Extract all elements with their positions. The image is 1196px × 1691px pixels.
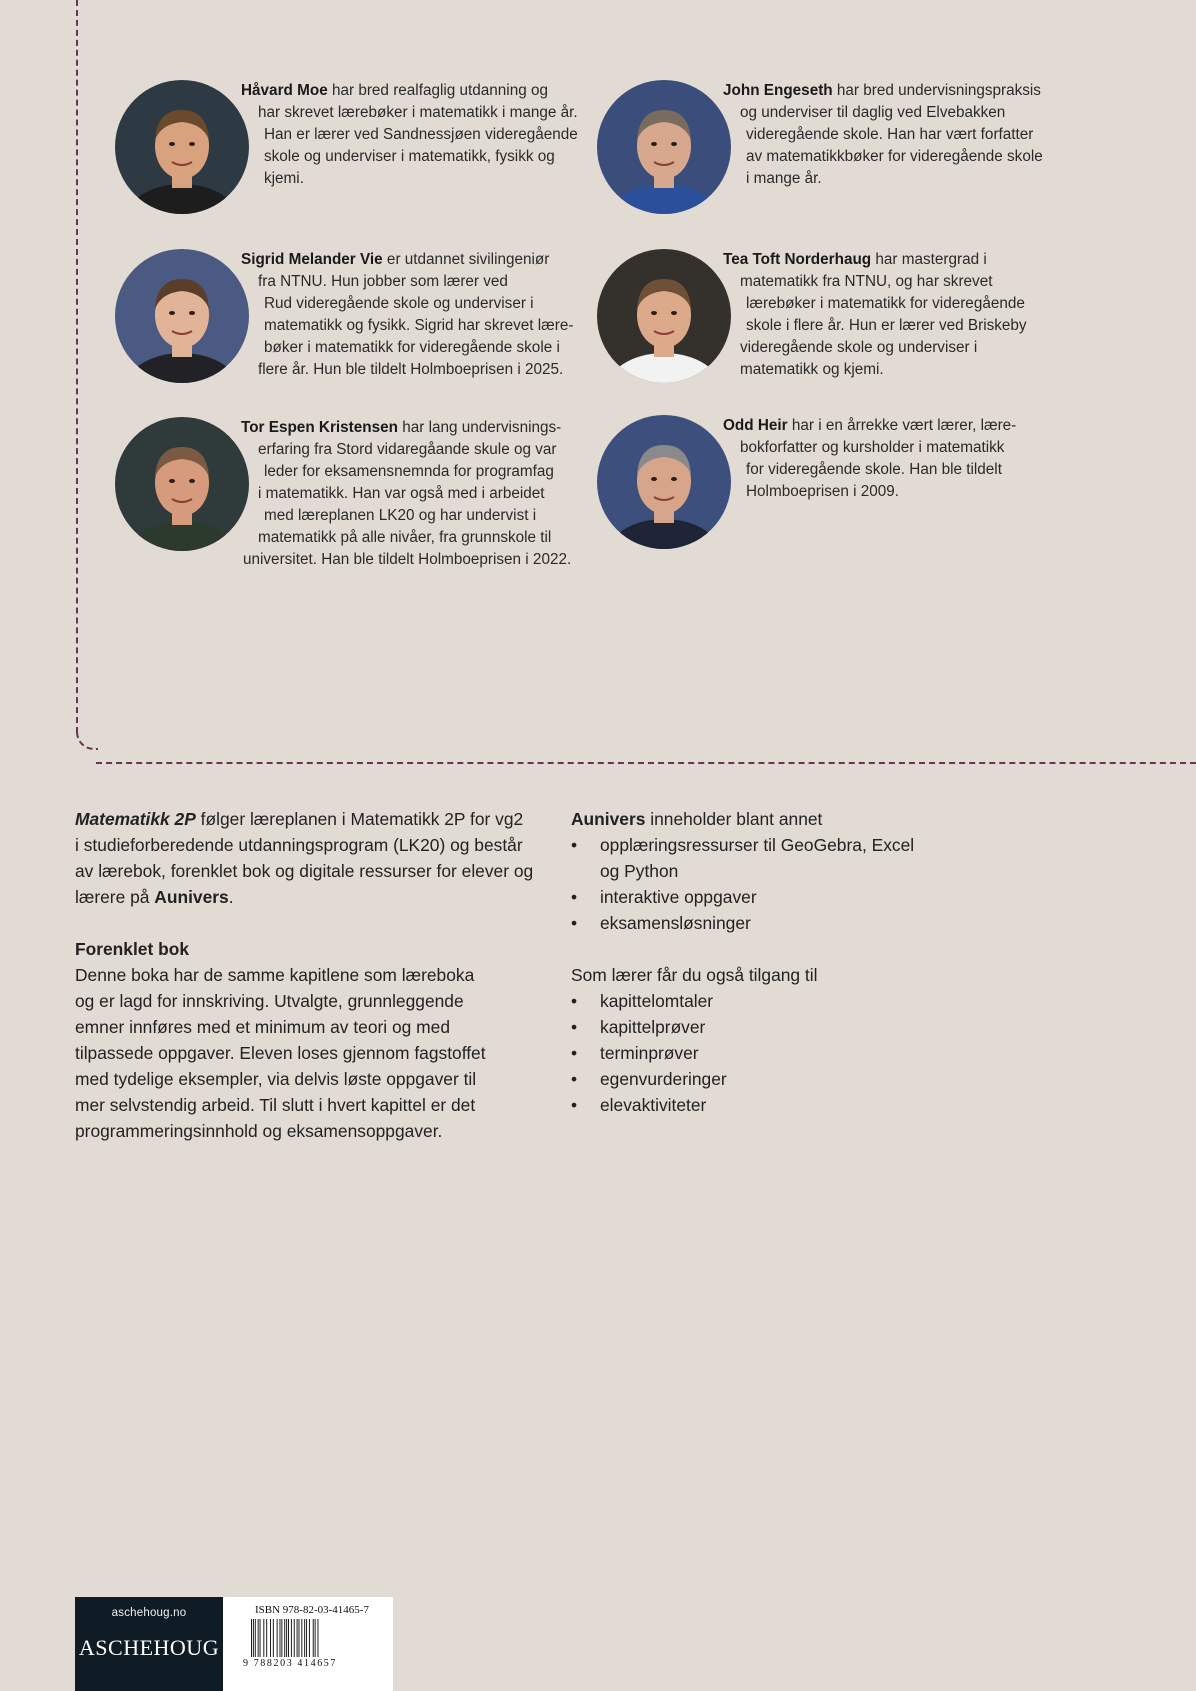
dashed-frame-left <box>76 0 78 733</box>
publisher-website[interactable]: aschehoug.no <box>111 1607 187 1619</box>
list-item: • egenvurderinger <box>571 1069 727 1089</box>
author-sigrid-melander-vie <box>115 249 585 409</box>
author-photo <box>597 415 731 549</box>
barcode-bar <box>260 1619 261 1657</box>
barcode-icon <box>243 1619 383 1667</box>
author-tea-toft-norderhaug <box>597 249 1067 409</box>
barcode-bar <box>309 1619 310 1657</box>
author-bio: Tea Toft Norderhaug har mastergrad i matematikk fra NTNU, og har skrevet lærebøker i matematikk for videregående skole i flere år. Hun er lærer ved Briskeby videregående skole og underviser i matematikk og kjemi. <box>723 251 1027 378</box>
list-item: • kapittelomtaler <box>571 991 714 1011</box>
author-name: John Engeseth <box>723 82 833 99</box>
author-bio: Håvard Moe har bred realfaglig utdanning og har skrevet lærebøker i matematikk i mange år. Han er lærer ved Sandnessjøen videregående skole og underviser i matematikk, fysikk og kjemi. <box>241 82 578 187</box>
author-john-engeseth <box>597 80 1067 220</box>
author-odd-heir <box>597 415 1067 555</box>
teacher-list <box>571 988 991 1118</box>
author-bio: John Engeseth har bred undervisningspraksis og underviser til daglig ved Elvebakken videregående skole. Han har vært forfatter av matematikkbøker for videregående skole i mange år. <box>723 82 1043 187</box>
aunivers-section <box>571 806 991 1118</box>
barcode-bar <box>286 1619 287 1657</box>
author-name: Håvard Moe <box>241 82 328 99</box>
barcode-bar <box>315 1619 316 1657</box>
barcode-bar <box>318 1619 319 1657</box>
author-bio: Sigrid Melander Vie er utdannet sivilingeniør fra NTNU. Hun jobber som lærer ved Rud videregående skole og underviser i matematikk og fysikk. Sigrid har skrevet lære- bøker i matematikk for videregående skole i flere år. Hun ble tildelt Holmboeprisen i 2025. <box>241 251 574 378</box>
aunivers-intro: Aunivers inneholder blant annet <box>571 809 823 829</box>
forenklet-heading: Forenklet bok <box>75 939 190 959</box>
author-bio: Tor Espen Kristensen har lang undervisnings- erfaring fra Stord vidaregåande skule og var leder for eksamensnemnda for programfag i matematikk. Han var også med i arbeidet med læreplanen LK20 og har undervist i matematikk på alle nivåer, fra grunnskole til universitet. Han ble tildelt Holmboeprisen i 2022. <box>241 419 572 568</box>
list-item: • elevaktiviteter <box>571 1095 707 1115</box>
portrait-photo-icon <box>597 415 731 549</box>
barcode-bar <box>291 1619 292 1657</box>
dashed-frame-corner <box>76 728 98 750</box>
teacher-intro: Som lærer får du også tilgang til <box>571 965 818 985</box>
list-item: • opplæringsressurser til GeoGebra, Excel og Python <box>571 835 915 881</box>
portrait-photo-icon <box>115 417 249 551</box>
author-photo <box>597 249 731 383</box>
author-photo <box>597 80 731 214</box>
author-name: Sigrid Melander Vie <box>241 251 383 268</box>
list-item: • kapittelprøver <box>571 1017 706 1037</box>
barcode-bar <box>270 1619 271 1657</box>
barcode-bar <box>284 1619 285 1657</box>
book-description: Matematikk 2P følger læreplanen i Matematikk 2P for vg2 i studieforberedende utdanningsprogram (LK20) og består av lærebok, forenklet bok og digitale ressurser for elever og lærere på Aunivers. Forenklet bok Denne boka har de samme kapitlene som læreboka og er lagd for innskriving. Utvalgte, grunnleggende emner innføres med et minimum av teori og med tilpassede oppgaver. Eleven loses gjennom fagstoffet med tydelige eksempler, via delvis løste oppgaver til mer selvstendig arbeid. Til slutt i hvert kapittel er det programmeringsinnhold og eksamensoppgaver. <box>75 806 545 1144</box>
author-name: Tea Toft Norderhaug <box>723 251 872 268</box>
aunivers-mention: Aunivers <box>154 887 229 907</box>
list-item: • interaktive oppgaver <box>571 887 757 907</box>
barcode-bar <box>313 1619 314 1657</box>
portrait-photo-icon <box>115 80 249 214</box>
author-tor-espen-kristensen <box>115 417 585 597</box>
isbn-block <box>223 1597 393 1691</box>
forenklet-body: Denne boka har de samme kapitlene som læreboka og er lagd for innskriving. Utvalgte, grunnleggende emner innføres med et minimum av teori og med tilpassede oppgaver. Eleven loses gjennom fagstoffet med tydelige eksempler, via delvis løste oppgaver til mer selvstendig arbeid. Til slutt i hvert kapittel er det programmeringsinnhold og eksamensoppgaver. <box>75 965 486 1141</box>
dashed-frame-bottom <box>96 762 1196 764</box>
author-name: Tor Espen Kristensen <box>241 419 398 436</box>
barcode-bar <box>304 1619 305 1657</box>
barcode-bar <box>306 1619 307 1657</box>
barcode-digits: 9 788203 414657 <box>243 1658 337 1667</box>
author-photo <box>115 249 249 383</box>
barcode-bar <box>266 1619 267 1657</box>
author-photo <box>115 417 249 551</box>
author-bio: Odd Heir har i en årrekke vært lærer, lære- bokforfatter og kursholder i matematikk for videregående skole. Han ble tildelt Holmboeprisen i 2009. <box>723 417 1017 500</box>
aschehoug-logo: ASCHEHOUG <box>78 1635 220 1660</box>
barcode-bar <box>294 1619 295 1657</box>
barcode-bar <box>263 1619 264 1657</box>
publisher-block <box>75 1597 223 1691</box>
list-item: • terminprøver <box>571 1043 699 1063</box>
barcode-bar <box>251 1619 252 1657</box>
portrait-photo-icon <box>597 249 731 383</box>
portrait-photo-icon <box>115 249 249 383</box>
barcode-bar <box>288 1619 289 1657</box>
barcode-bar <box>253 1619 254 1657</box>
barcode-bar <box>297 1619 298 1657</box>
barcode-bar <box>255 1619 256 1657</box>
barcode-bar <box>281 1619 282 1657</box>
author-name: Odd Heir <box>723 417 788 434</box>
barcode-bar <box>273 1619 274 1657</box>
author-havard-moe <box>115 80 585 220</box>
barcode-bar <box>277 1619 278 1657</box>
barcode-bar <box>258 1619 259 1657</box>
book-title: Matematikk 2P <box>75 809 196 829</box>
portrait-photo-icon <box>597 80 731 214</box>
barcode-bar <box>301 1619 302 1657</box>
aunivers-list <box>571 832 991 936</box>
barcode-bar <box>280 1619 281 1657</box>
list-item: • eksamensløsninger <box>571 913 751 933</box>
barcode-bar <box>299 1619 300 1657</box>
isbn-number: ISBN 978-82-03-41465-7 <box>255 1604 369 1616</box>
author-photo <box>115 80 249 214</box>
